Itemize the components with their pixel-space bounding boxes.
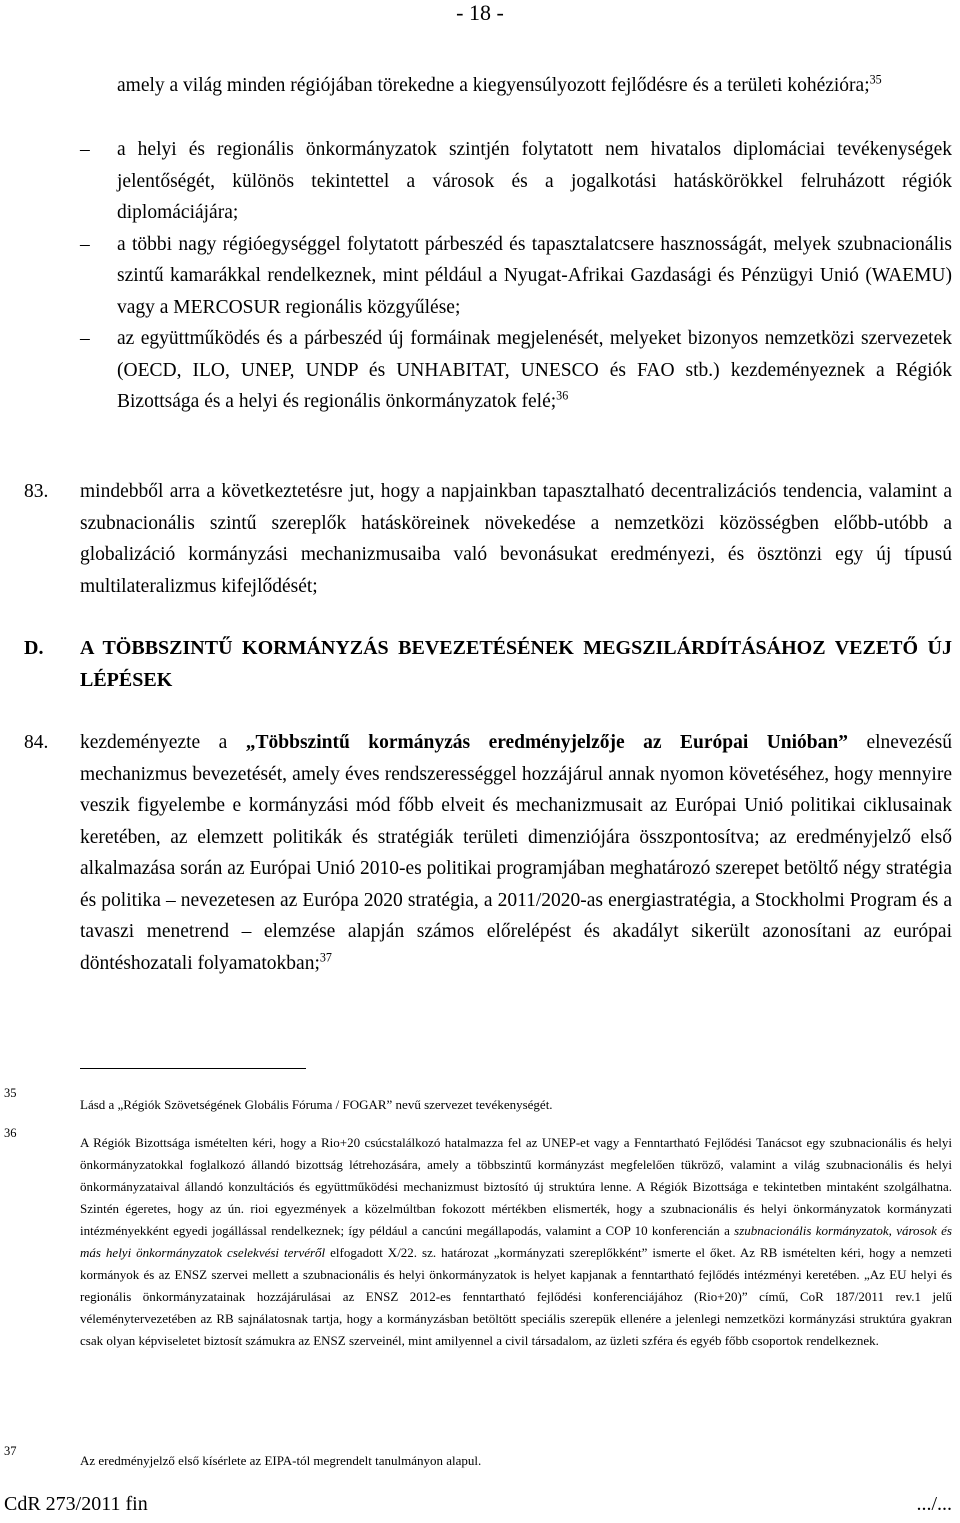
footnote-italic-title: szubnacionális kormányzatok, városok és más helyi önkormányzatok cselekvési tervéről — [80, 1223, 952, 1260]
continuation-paragraph — [117, 70, 952, 102]
footnote-ref-36: 36 — [556, 388, 569, 403]
dash-item-text: a többi nagy régióegységgel folytatott párbeszéd és tapasztalatcsere hasznosságát, melyek szubnacionális szintű kamarákkal rendelkeznek, mint például a Nyugat-Afrikai Gazdasági és Pénzügyi Unió (WAEMU) vagy a MERCOSUR regionális közgyűlése; — [117, 233, 952, 318]
paragraph-lead: kezdeményezte a — [80, 732, 246, 753]
dash-item-2 — [0, 229, 952, 324]
paragraph-text — [80, 727, 952, 979]
footnote-mark: 35 — [4, 1086, 17, 1100]
document-reference: CdR 273/2011 fin — [4, 1493, 148, 1515]
dash-item-3 — [0, 323, 952, 418]
dash-bullet: – — [80, 328, 90, 349]
paragraph-number: 84. — [24, 732, 49, 753]
footnote-ref-37: 37 — [319, 950, 332, 964]
paragraph-number: 83. — [24, 481, 49, 502]
dash-list — [0, 134, 960, 418]
footnote-text-part: A Régiók Bizottsága ismételten kéri, hogy a Rio+20 csúcstalálkozó hatalmazza fel az UNEP-et vagy a Fenntartható Fejlődési Tanácsot egy szubnacionális és helyi önkormányzatokkal foglalkozó állandó bizottság létrehozására, amely a többszintű kormányzást megfelelően tükröző, valamint a világ szubnacionális és helyi önkormányzataival állandó konzultációs és együttműködési mechanizmust biztosító új struktúra lenne. A Régiók Bizottsága e tekintetben mintaként szolgálhatna. Szintén égeretes, hogy az ún. rioi egyezmények a közelmúltban fokozott mértékben elismerték, hogy a szubnacionális és helyi önkormányzatok kormányzati intézményekként egyedi jogállással rendelkeznek; így például a cancúni megállapodás, valamint a COP 10 konferencián a — [80, 1135, 952, 1238]
section-title: A TÖBBSZINTŰ KORMÁNYZÁS BEVEZETÉSÉNEK MEGSZILÁRDÍTÁSÁHOZ VEZETŐ ÚJ LÉPÉSEK — [80, 637, 952, 691]
section-letter: D. — [24, 637, 44, 659]
continuation-mark: .../... — [916, 1493, 952, 1515]
dash-item-text: a helyi és regionális önkormányzatok szintjén folytatott nem hivatalos diplomáciai tevékenységek jelentőségét, különös tekintettel a városok és a jogalkotási hatáskörökkel felruházott régiók diplomáciájára; — [117, 139, 952, 223]
scoreboard-title: „Többszintű kormányzás eredményjelzője az Európai Unióban” — [245, 732, 848, 753]
dash-bullet: – — [80, 233, 90, 255]
footnote-mark: 36 — [4, 1126, 17, 1140]
paragraph-rest: elnevezésű mechanizmus bevezetését, amely éves rendszerességgel hozzájárul annak nyomon követéséhez, hogy mennyire veszik figyelembe e kormányzási mód főbb elveit és mechanizmusait az Európai Unió politikai ciklusainak keretében, az elemzett politikák és stratégiák területi dimenziójára összpontosítva; az eredményjelző első alkalmazása során az Európai Unió 2010-es politikai programjában meghatározó szerepet betöltő négy stratégia és politika – nevezetesen az Európa 2020 stratégia, a 2011/2020-as energiastratégia, a Stockholmi Program és a tavaszi menetrend – elemzése alapján számos előrelépést és akadályt sikerült azonosítani az európai döntéshozatali folyamatokban; — [80, 732, 952, 974]
page-number: - 18 - — [456, 0, 504, 25]
dash-item-text: az együttműködés és a párbeszéd új formáinak megjelenését, melyeket bizonyos nemzetközi szervezetek (OECD, ILO, UNEP, UNDP és UNHABITAT, UNESCO és FAO stb.) kezdeményeznek a Régiók Bizottsága és a helyi és regionális önkormányzatok felé; — [117, 328, 952, 412]
footnote-mark: 37 — [4, 1444, 17, 1458]
footnote-text — [80, 1132, 952, 1352]
dash-item-1 — [0, 134, 952, 229]
footnote-ref-35: 35 — [869, 72, 882, 87]
footnote-text-part: elfogadott X/22. sz. határozat „kormányzati szereplőkként” ismerte el őket. Az RB ismételten kéri, hogy a nemzeti kormányok és az ENSZ szervei mellett a szubnacionális és helyi önkormányzatok is helyet kapjanak a fenntartható fejlődés intézményi keretében. „Az EU helyi és regionális önkormányzatainak hozzájárulásai az ENSZ 2012-es fenntartható fejlődési konferenciájához (Rio+20)” című, CoR 187/2011 rev.1 jelű véleménytervezetében az RB sajnálatosnak tartja, hogy a kormányzásban betöltött speciális szerepük ellenére a jelenlegi nemzetközi kormányzási struktúra gyakran csak olyan képviseletet biztosít számukra az ENSZ szerveinél, mint amilyennel a civil társadalom, az üzleti szféra és egyéb főbb csoportok rendelkeznek. — [80, 1245, 952, 1348]
footnote-text: Az eredményjelző első kísérlete az EIPA-tól megrendelt tanulmányon alapul. — [80, 1453, 482, 1468]
continuation-text: amely a világ minden régiójában törekedne a kiegyensúlyozott fejlődésre és a területi kohézióra; — [117, 75, 870, 96]
paragraph-text: mindebből arra a következtetésre jut, hogy a napjainkban tapasztalható decentralizációs tendencia, valamint a szubnacionális szintű szereplők hatásköreinek növekedése a nemzetközi közösségben előbb-utóbb a globalizáció kormányzási mechanizmusaiba való bevonásukat eredményezi, és ösztönzi egy új típusú multilateralizmus kifejlődését; — [80, 481, 952, 597]
footnote-text: Lásd a „Régiók Szövetségének Globális Fóruma / FOGAR” nevű szervezet tevékenységét. — [80, 1097, 553, 1112]
footnote-separator — [80, 1068, 306, 1069]
dash-bullet: – — [80, 139, 90, 160]
